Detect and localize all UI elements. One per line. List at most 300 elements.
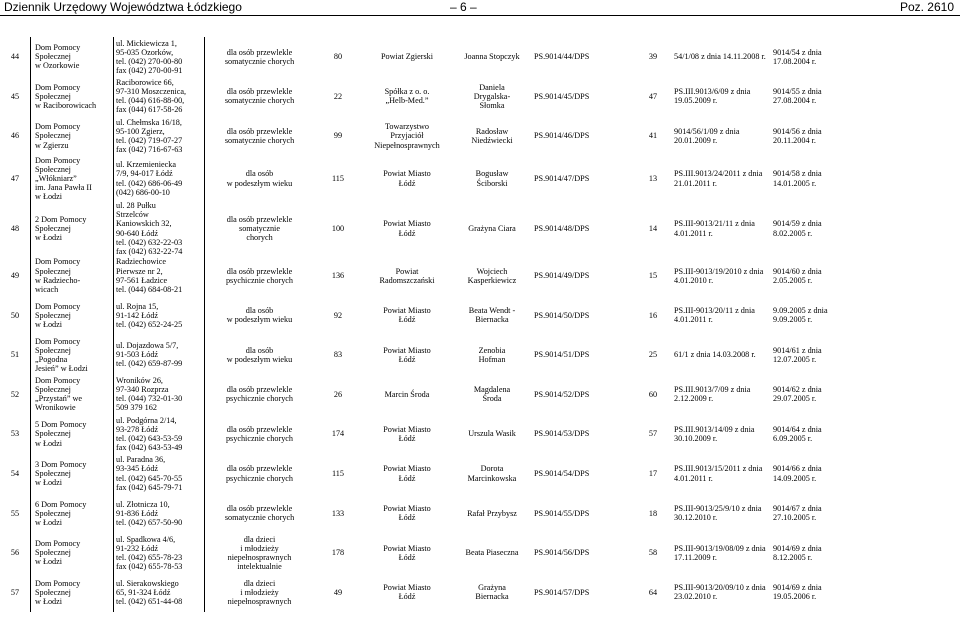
table-row bbox=[0, 201, 853, 256]
register-number-line: PS.9014/46/DPS bbox=[534, 131, 590, 141]
permit-ref-cell bbox=[771, 414, 853, 454]
operator-name-line: Łódź bbox=[398, 592, 416, 602]
home-address-line: fax (042) 716-67-63 bbox=[116, 145, 183, 155]
register-number-cell bbox=[532, 335, 634, 375]
director-name-line: Beata Wendt - bbox=[468, 306, 516, 316]
home-name-line: 6 Dom Pomocy bbox=[35, 499, 87, 509]
decision-ref-line: PS.III.9013/7/09 z dnia bbox=[674, 385, 751, 395]
home-name-line: 5 Dom Pomocy bbox=[35, 420, 87, 430]
permit-ref-line: 9014/60 z dnia bbox=[773, 266, 822, 276]
places-count-line: 83 bbox=[333, 350, 343, 360]
table-row bbox=[0, 375, 853, 415]
director-name-line: Dorota bbox=[480, 464, 504, 474]
operator-name-cell bbox=[362, 533, 452, 573]
operator-name-line: Powiat Miasto bbox=[383, 583, 431, 593]
resident-type-line: w podeszłym wieku bbox=[226, 354, 293, 364]
register-number-cell bbox=[532, 533, 634, 573]
home-name-line: Społecznej bbox=[35, 91, 71, 101]
home-address-line: 95-100 Zgierz, bbox=[116, 126, 165, 136]
decision-ref-line: 9014/56/1/09 z dnia bbox=[674, 126, 740, 136]
register-number-line: PS.9014/49/DPS bbox=[534, 271, 590, 281]
places-count-line: 49 bbox=[333, 587, 343, 597]
home-address-line: 97-561 Ładzice bbox=[116, 275, 168, 285]
operator-name-cell bbox=[362, 375, 452, 415]
row-number-cell: 49 bbox=[0, 256, 31, 296]
table-row bbox=[0, 573, 853, 613]
home-address-line: fax (042) 632-22-74 bbox=[116, 246, 183, 256]
home-name-line: „Włókniarz” bbox=[35, 173, 77, 183]
resident-type-line: somatycznie chorych bbox=[224, 56, 295, 66]
operator-name-cell bbox=[362, 414, 452, 454]
decision-ref-line: 61/1 z dnia 14.03.2008 r. bbox=[674, 350, 756, 360]
register-number-line: PS.9014/45/DPS bbox=[534, 91, 590, 101]
home-address-cell bbox=[114, 533, 205, 573]
register-number-line: PS.9014/55/DPS bbox=[534, 508, 590, 518]
register-number-line: PS.9014/50/DPS bbox=[534, 310, 590, 320]
decision-ref-line: 2.12.2009 r. bbox=[674, 394, 714, 404]
operator-name-line: Powiat Miasto bbox=[383, 504, 431, 514]
home-address-line: 91-142 Łódź bbox=[116, 310, 159, 320]
permit-ref-line: 12.07.2005 r. bbox=[773, 354, 817, 364]
decision-ref-line: 4.01.2011 r. bbox=[674, 315, 713, 325]
register-entry-line: 17 bbox=[648, 469, 658, 479]
resident-type-line: w podeszłym wieku bbox=[226, 315, 293, 325]
operator-name-line: Łódź bbox=[398, 513, 416, 523]
director-name-line: Rafał Przybysz bbox=[467, 508, 517, 518]
register-number-cell bbox=[532, 156, 634, 201]
home-name-line: Społecznej bbox=[35, 164, 71, 174]
home-address-line: Strzelców bbox=[116, 210, 149, 220]
home-name-line: Społecznej bbox=[35, 429, 71, 439]
director-name-line: Hofman bbox=[478, 354, 506, 364]
home-name-cell bbox=[31, 295, 114, 335]
decision-ref-line: 4.01.2011 r. bbox=[674, 473, 713, 483]
home-address-line: ul. Sierakowskiego bbox=[116, 578, 179, 588]
director-name-line: Biernacka bbox=[475, 592, 509, 602]
places-count-line: 26 bbox=[333, 389, 343, 399]
home-address-line: ul. Rojna 15, bbox=[116, 301, 159, 311]
operator-name-line: Powiat Miasto bbox=[383, 543, 431, 553]
decision-ref-line: 21.01.2011 r. bbox=[674, 178, 717, 188]
decision-ref-cell bbox=[672, 37, 771, 77]
row-number-cell: 54 bbox=[0, 454, 31, 494]
decision-ref-line: PS.III.9013/6/09 z dnia bbox=[674, 87, 751, 97]
resident-type-cell bbox=[205, 533, 315, 573]
operator-name-line: Łódź bbox=[398, 228, 416, 238]
permit-ref-line: 14.01.2005 r. bbox=[773, 178, 817, 188]
home-name-line: w Łodzi bbox=[35, 233, 63, 243]
home-name-line: Społecznej bbox=[35, 131, 71, 141]
director-name-cell bbox=[452, 573, 532, 613]
register-entry-cell bbox=[634, 533, 672, 573]
home-address-cell bbox=[114, 295, 205, 335]
resident-type-line: psychicznie chorych bbox=[225, 275, 294, 285]
permit-ref-line: 9014/58 z dnia bbox=[773, 169, 822, 179]
home-address-line: 509 379 162 bbox=[116, 403, 157, 413]
home-address-line: tel. (044) 732-01-30 bbox=[116, 394, 183, 404]
permit-ref-line: 29.07.2005 r. bbox=[773, 394, 817, 404]
home-address-cell bbox=[114, 493, 205, 533]
resident-type-line: psychicznie chorych bbox=[225, 433, 294, 443]
home-address-line: tel. (042) 719-07-27 bbox=[116, 135, 183, 145]
permit-ref-cell bbox=[771, 375, 853, 415]
resident-type-line: dla osób przewlekle bbox=[226, 214, 293, 224]
resident-type-cell bbox=[205, 375, 315, 415]
resident-type-cell bbox=[205, 201, 315, 256]
resident-type-line: dla osób przewlekle bbox=[226, 385, 293, 395]
table-row bbox=[0, 156, 853, 201]
operator-name-line: Spółka z o. o. bbox=[384, 87, 430, 97]
operator-name-line: Powiat Miasto bbox=[383, 345, 431, 355]
decision-ref-line: 4.01.2010 r. bbox=[674, 275, 714, 285]
home-address-line: ul. Krzemieniecka bbox=[116, 160, 177, 170]
decision-ref-cell bbox=[672, 256, 771, 296]
decision-ref-cell bbox=[672, 116, 771, 156]
resident-type-cell bbox=[205, 295, 315, 335]
places-count-cell bbox=[314, 201, 362, 256]
decision-ref-line: PS.III.9013/24/2011 z dnia bbox=[674, 169, 763, 179]
director-name-cell bbox=[452, 295, 532, 335]
decision-ref-cell bbox=[672, 77, 771, 117]
permit-ref-line: 19.05.2006 r. bbox=[773, 592, 817, 602]
page-header bbox=[0, 0, 960, 16]
director-name-cell bbox=[452, 375, 532, 415]
permit-ref-line: 20.11.2004 r. bbox=[773, 135, 816, 145]
home-name-cell bbox=[31, 77, 114, 117]
row-number-cell: 51 bbox=[0, 335, 31, 375]
permit-ref-line: 14.09.2005 r. bbox=[773, 473, 817, 483]
resident-type-line: dla dzieci bbox=[243, 534, 276, 544]
resident-type-line: dla osób przewlekle bbox=[226, 266, 293, 276]
resident-type-cell bbox=[205, 454, 315, 494]
director-name-line: Radosław bbox=[475, 126, 509, 136]
director-name-cell bbox=[452, 156, 532, 201]
places-count-cell bbox=[314, 493, 362, 533]
resident-type-line: dla osób bbox=[245, 345, 274, 355]
resident-type-cell bbox=[205, 37, 315, 77]
operator-name-cell bbox=[362, 573, 452, 613]
decision-ref-cell bbox=[672, 414, 771, 454]
register-entry-cell bbox=[634, 454, 672, 494]
home-name-line: Dom Pomocy bbox=[35, 301, 81, 311]
permit-ref-line: 8.02.2005 r. bbox=[773, 228, 813, 238]
register-number-line: PS.9014/53/DPS bbox=[534, 429, 590, 439]
row-number-cell: 45 bbox=[0, 77, 31, 117]
home-name-cell bbox=[31, 256, 114, 296]
home-name-line: Dom Pomocy bbox=[35, 539, 81, 549]
director-name-line: Joanna Stopczyk bbox=[464, 52, 520, 62]
home-address-line: ul. Złotnicza 10, bbox=[116, 499, 170, 509]
register-number-line: PS.9014/47/DPS bbox=[534, 173, 590, 183]
permit-ref-line: 27.10.2005 r. bbox=[773, 513, 817, 523]
home-address-line: tel. (042) 657-50-90 bbox=[116, 517, 183, 527]
permit-ref-line: 9014/56 z dnia bbox=[773, 126, 822, 136]
row-number-cell: 52 bbox=[0, 375, 31, 415]
permit-ref-line: 27.08.2004 r. bbox=[773, 96, 817, 106]
home-name-line: w Łodzi bbox=[35, 478, 63, 488]
places-count-cell bbox=[314, 156, 362, 201]
home-name-line: Społecznej bbox=[35, 587, 71, 597]
director-name-line: Ściborski bbox=[476, 178, 508, 188]
decision-ref-line: 23.02.2010 r. bbox=[674, 592, 718, 602]
resident-type-line: dla osób bbox=[245, 306, 274, 316]
operator-name-line: Radomszczański bbox=[379, 275, 435, 285]
home-address-line: tel. (044) 684-08-21 bbox=[116, 284, 183, 294]
permit-ref-line: 9.09.2005 r. bbox=[773, 315, 813, 325]
decision-ref-line: 19.05.2009 r. bbox=[674, 96, 718, 106]
places-count-cell bbox=[314, 116, 362, 156]
permit-ref-cell bbox=[771, 77, 853, 117]
places-count-line: 174 bbox=[331, 429, 345, 439]
operator-name-line: Przyjaciół bbox=[390, 131, 424, 141]
places-count-line: 133 bbox=[331, 508, 345, 518]
home-name-line: Społecznej bbox=[35, 548, 71, 558]
decision-ref-line: 4.01.2011 r. bbox=[674, 228, 713, 238]
table-row bbox=[0, 533, 853, 573]
register-table-body bbox=[0, 37, 853, 612]
operator-name-line: Łódź bbox=[398, 473, 416, 483]
table-row bbox=[0, 414, 853, 454]
places-count-line: 22 bbox=[333, 91, 343, 101]
resident-type-line: dla osób przewlekle bbox=[226, 464, 293, 474]
places-count-line: 178 bbox=[331, 548, 345, 558]
decision-ref-line: PS.III.9013/15/2011 z dnia bbox=[674, 464, 763, 474]
permit-ref-line: 9014/54 z dnia bbox=[773, 47, 822, 57]
places-count-line: 99 bbox=[333, 131, 343, 141]
home-address-line: ul. Paradna 36, bbox=[116, 455, 166, 465]
home-address-line: tel. (042) 659-87-99 bbox=[116, 359, 183, 369]
home-address-line: tel. (042) 632-22-03 bbox=[116, 237, 183, 247]
permit-ref-cell bbox=[771, 573, 853, 613]
home-address-line: fax (042) 655-78-53 bbox=[116, 561, 183, 571]
decision-ref-line: PS.III-9013/20/09/10 z dnia bbox=[674, 583, 766, 593]
register-entry-line: 41 bbox=[648, 131, 658, 141]
director-name-line: Zenobia bbox=[478, 345, 506, 355]
permit-ref-line: 9014/69 z dnia bbox=[773, 583, 822, 593]
operator-name-cell bbox=[362, 454, 452, 494]
register-number-cell bbox=[532, 77, 634, 117]
permit-ref-line: 17.08.2004 r. bbox=[773, 56, 817, 66]
page-number: – 6 – bbox=[450, 0, 477, 14]
home-address-line: Pierwsze nr 2, bbox=[116, 266, 163, 276]
home-name-line: Dom Pomocy bbox=[35, 82, 81, 92]
decision-ref-cell bbox=[672, 156, 771, 201]
permit-ref-line: 9.09.2005 z dnia bbox=[773, 306, 828, 316]
resident-type-line: niepełnosprawnych bbox=[227, 596, 292, 606]
resident-type-line: dla dzieci bbox=[243, 578, 276, 588]
decision-ref-cell bbox=[672, 335, 771, 375]
resident-type-line: dla osób przewlekle bbox=[226, 47, 293, 57]
decision-ref-line: 20.01.2009 r. bbox=[674, 135, 718, 145]
home-address-line: 90-640 Łódź bbox=[116, 228, 159, 238]
operator-name-line: Łódź bbox=[398, 178, 416, 188]
places-count-cell bbox=[314, 375, 362, 415]
register-number-cell bbox=[532, 493, 634, 533]
home-address-cell bbox=[114, 454, 205, 494]
permit-ref-line: 9014/62 z dnia bbox=[773, 385, 822, 395]
home-name-line: Jesień” w Łodzi bbox=[35, 363, 88, 373]
operator-name-cell bbox=[362, 77, 452, 117]
decision-ref-cell bbox=[672, 454, 771, 494]
resident-type-cell bbox=[205, 77, 315, 117]
register-entry-line: 39 bbox=[648, 52, 658, 62]
home-address-line: 91-232 Łódź bbox=[116, 543, 159, 553]
permit-ref-cell bbox=[771, 201, 853, 256]
director-name-cell bbox=[452, 454, 532, 494]
register-entry-cell bbox=[634, 156, 672, 201]
director-name-line: Bogusław bbox=[475, 169, 509, 179]
home-name-line: w Łodzi bbox=[35, 438, 63, 448]
home-name-line: Dom Pomocy bbox=[35, 578, 81, 588]
home-name-line: w Łodzi bbox=[35, 517, 63, 527]
resident-type-line: w podeszłym wieku bbox=[226, 178, 293, 188]
director-name-line: Wojciech bbox=[476, 266, 508, 276]
home-address-line: Kaniowskich 32, bbox=[116, 219, 172, 229]
director-name-line: Marcinkowska bbox=[467, 473, 517, 483]
resident-type-line: somatycznie bbox=[239, 223, 280, 233]
decision-ref-line: PS.III-9013/21/11 z dnia bbox=[674, 219, 755, 229]
resident-type-line: dla osób przewlekle bbox=[226, 126, 293, 136]
home-address-line: ul. Podgórna 2/14, bbox=[116, 415, 177, 425]
operator-name-line: Towarzystwo bbox=[385, 122, 429, 132]
home-name-line: Społecznej bbox=[35, 310, 71, 320]
register-entry-cell bbox=[634, 37, 672, 77]
director-name-line: Urszula Wasik bbox=[468, 429, 516, 439]
director-name-cell bbox=[452, 414, 532, 454]
register-entry-cell bbox=[634, 414, 672, 454]
director-name-line: Grażyna bbox=[478, 583, 506, 593]
permit-ref-line: 9014/69 z dnia bbox=[773, 543, 822, 553]
home-name-line: w Zgierzu bbox=[35, 140, 69, 150]
decision-ref-cell bbox=[672, 573, 771, 613]
decision-ref-line: 54/1/08 z dnia 14.11.2008 r. bbox=[674, 52, 766, 62]
places-count-line: 115 bbox=[332, 173, 344, 183]
home-address-line: tel. (044) 616-88-00, bbox=[116, 96, 185, 106]
home-name-line: Dom Pomocy bbox=[35, 376, 81, 386]
decision-ref-cell bbox=[672, 201, 771, 256]
home-address-line: ul. Spadkowa 4/6, bbox=[116, 534, 176, 544]
resident-type-line: chorych bbox=[246, 233, 273, 243]
home-address-line: (042) 686-00-10 bbox=[116, 187, 170, 197]
home-address-line: ul. Chełmska 16/18, bbox=[116, 117, 182, 127]
resident-type-cell bbox=[205, 493, 315, 533]
home-name-cell bbox=[31, 116, 114, 156]
register-number-line: PS.9014/52/DPS bbox=[534, 389, 590, 399]
resident-type-line: dla osób przewlekle bbox=[226, 87, 293, 97]
permit-ref-line: 9014/61 z dnia bbox=[773, 345, 822, 355]
register-number-cell bbox=[532, 454, 634, 494]
row-number-cell: 56 bbox=[0, 533, 31, 573]
permit-ref-line: 6.09.2005 r. bbox=[773, 433, 813, 443]
home-name-line: im. Jana Pawła II bbox=[35, 183, 92, 193]
row-number-cell: 57 bbox=[0, 573, 31, 613]
home-address-cell bbox=[114, 375, 205, 415]
home-address-line: 91-836 Łódź bbox=[116, 508, 159, 518]
header-rule bbox=[0, 15, 960, 16]
table-row bbox=[0, 77, 853, 117]
home-address-line: ul. 28 Pułku bbox=[116, 201, 156, 211]
home-name-line: w Łodzi bbox=[35, 596, 63, 606]
register-entry-line: 18 bbox=[648, 508, 658, 518]
operator-name-line: Marcin Środa bbox=[384, 389, 430, 399]
places-count-line: 136 bbox=[331, 271, 345, 281]
permit-ref-line: 9014/55 z dnia bbox=[773, 87, 822, 97]
home-name-cell bbox=[31, 414, 114, 454]
resident-type-line: somatycznie chorych bbox=[224, 513, 295, 523]
row-number-cell: 50 bbox=[0, 295, 31, 335]
register-entry-line: 64 bbox=[648, 587, 658, 597]
home-name-cell bbox=[31, 375, 114, 415]
permit-ref-cell bbox=[771, 156, 853, 201]
home-name-line: Dom Pomocy bbox=[35, 43, 81, 53]
permit-ref-line: 8.12.2005 r. bbox=[773, 552, 813, 562]
register-entry-cell bbox=[634, 201, 672, 256]
places-count-cell bbox=[314, 335, 362, 375]
director-name-cell bbox=[452, 116, 532, 156]
row-number-cell: 55 bbox=[0, 493, 31, 533]
register-number-line: PS.9014/54/DPS bbox=[534, 469, 590, 479]
register-entry-cell bbox=[634, 335, 672, 375]
register-number-cell bbox=[532, 116, 634, 156]
operator-name-cell bbox=[362, 335, 452, 375]
register-number-cell bbox=[532, 201, 634, 256]
home-name-cell bbox=[31, 335, 114, 375]
home-name-line: Społecznej bbox=[35, 223, 71, 233]
permit-ref-line: 9014/59 z dnia bbox=[773, 219, 822, 229]
home-name-line: w Raciborowicach bbox=[35, 100, 97, 110]
row-number-cell: 44 bbox=[0, 37, 31, 77]
home-address-cell bbox=[114, 77, 205, 117]
row-number-cell: 48 bbox=[0, 201, 31, 256]
home-name-line: wicach bbox=[35, 284, 59, 294]
decision-ref-line: 30.12.2010 r. bbox=[674, 513, 718, 523]
resident-type-line: psychicznie chorych bbox=[225, 394, 294, 404]
resident-type-line: somatycznie chorych bbox=[224, 135, 295, 145]
home-name-cell bbox=[31, 37, 114, 77]
director-name-line: Daniela bbox=[479, 82, 505, 92]
director-name-line: Beata Piaseczna bbox=[465, 548, 519, 558]
resident-type-line: i młodzieży bbox=[240, 587, 279, 597]
register-entry-line: 16 bbox=[648, 310, 658, 320]
home-name-cell bbox=[31, 533, 114, 573]
places-count-cell bbox=[314, 77, 362, 117]
register-number-cell bbox=[532, 375, 634, 415]
places-count-line: 100 bbox=[331, 223, 345, 233]
home-name-cell bbox=[31, 156, 114, 201]
director-name-cell bbox=[452, 493, 532, 533]
director-name-line: Grażyna Ciara bbox=[468, 223, 516, 233]
operator-name-cell bbox=[362, 256, 452, 296]
home-address-cell bbox=[114, 116, 205, 156]
resident-type-cell bbox=[205, 573, 315, 613]
places-count-cell bbox=[314, 414, 362, 454]
register-number-line: PS.9014/51/DPS bbox=[534, 350, 590, 360]
places-count-cell bbox=[314, 256, 362, 296]
row-number-cell: 47 bbox=[0, 156, 31, 201]
home-address-line: 97-340 Rozprza bbox=[116, 385, 169, 395]
register-number-cell bbox=[532, 37, 634, 77]
home-address-line: 97-310 Moszczenica, bbox=[116, 87, 187, 97]
operator-name-line: Powiat bbox=[395, 266, 419, 276]
decision-ref-line: 30.10.2009 r. bbox=[674, 433, 718, 443]
permit-ref-cell bbox=[771, 533, 853, 573]
register-number-cell bbox=[532, 256, 634, 296]
table-row bbox=[0, 493, 853, 533]
operator-name-line: Łódź bbox=[398, 552, 416, 562]
home-address-cell bbox=[114, 37, 205, 77]
decision-ref-line: PS.III.9013/14/09 z dnia bbox=[674, 424, 755, 434]
decision-ref-line: PS.III-9013/20/11 z dnia bbox=[674, 306, 755, 316]
